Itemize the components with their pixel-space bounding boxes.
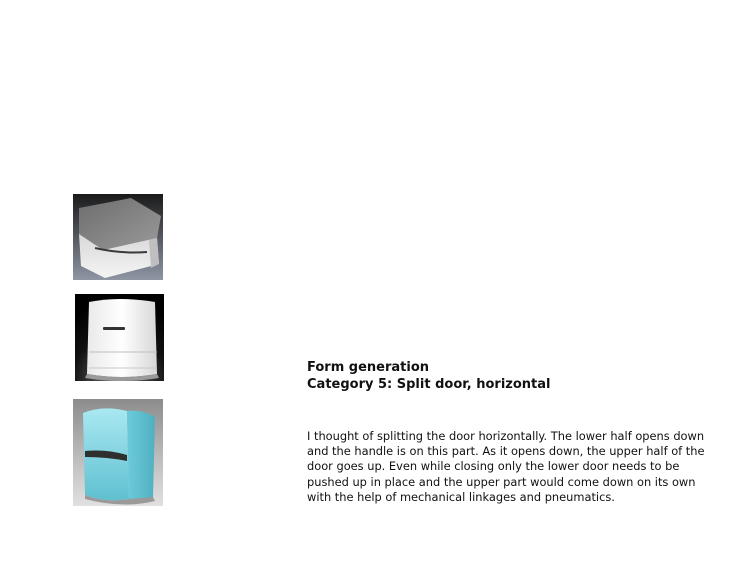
description-line: and the handle is on this part. As it opens down, the upper half of the xyxy=(307,444,705,459)
description-paragraph xyxy=(307,429,722,505)
cyan-split-door-render xyxy=(73,399,163,506)
heading-title: Form generation xyxy=(307,360,430,375)
description-line: I thought of splitting the door horizontally. The lower half opens down xyxy=(307,429,705,443)
slide-heading xyxy=(307,359,727,393)
description-line: with the help of mechanical linkages and pneumatics. xyxy=(307,489,615,504)
description-line: door goes up. Even while closing only the lower door needs to be xyxy=(307,459,680,474)
description-line: pushed up in place and the upper part would come down on its own xyxy=(307,474,696,489)
heading-category: Category 5: Split door, horizontal xyxy=(307,377,551,392)
gray-split-door-render xyxy=(73,194,163,280)
white-split-door-render xyxy=(75,294,164,381)
